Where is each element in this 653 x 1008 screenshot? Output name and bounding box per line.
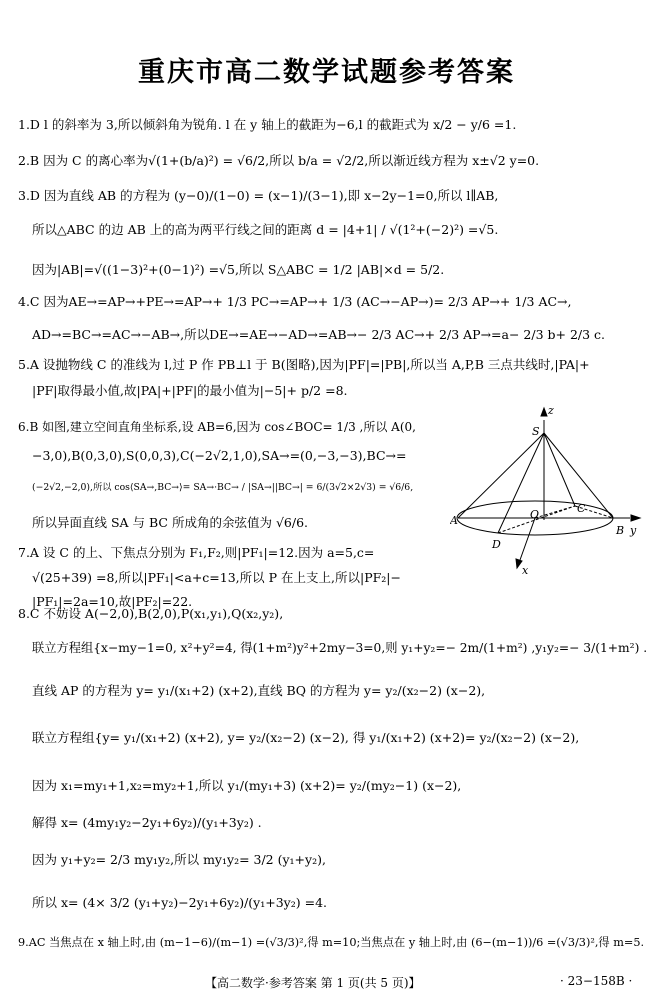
label-d: D [492, 538, 501, 551]
q8-text-2: 联立方程组{x−my−1=0, x²+y²=4, 得(1+m²)y²+2my−3=0,则 y₁+y₂=− 2m/(1+m²) ,y₁y₂=− 3/(1+m²) . [32, 641, 648, 655]
answer-q8-line5 [32, 778, 461, 794]
q3-text-2: 所以△ABC 的边 AB 上的高为两平行线之间的距离 d = |4+1| / √(1²+(−2)²) =√5. [32, 222, 499, 237]
q7-text-3: |PF₁|=2a=10,故|PF₂|=22. [32, 594, 193, 609]
q6-text-3: (−2√2,−2,0),所以 cos⟨SA→,BC→⟩= SA→·BC→ / |SA→||BC→| = 6/(3√2×2√3) = √6/6, [32, 482, 414, 493]
answer-q8-line2 [32, 640, 647, 656]
z-axis-arrow [541, 408, 547, 416]
q8-text-1: 8.C 不妨设 A(−2,0),B(2,0),P(x₁,y₁),Q(x₂,y₂), [18, 606, 284, 621]
answer-q3-line1 [18, 188, 498, 204]
answer-q8-line1 [18, 606, 283, 622]
q8-text-4: 联立方程组{y= y₁/(x₁+2) (x+2), y= y₂/(x₂−2) (x−2), 得 y₁/(x₁+2) (x+2)= y₂/(x₂−2) (x−2), [32, 730, 580, 745]
q4-text-2: AD→=BC→=AC→−AB→,所以DE→=AE→−AD→=AB→− 2/3 AC→+ 2/3 AP→=a− 2/3 b+ 2/3 c. [32, 327, 606, 342]
footer-page-info: 【高二数学·参考答案 第 1 页(共 5 页)】 [205, 976, 421, 990]
answer-q4-line2 [32, 327, 605, 343]
answer-q6-line3 [32, 480, 413, 496]
q7-text-2: √(25+39) =8,所以|PF₁|<a+c=13,所以 P 在上支上,所以|PF₂|− [32, 570, 401, 585]
q6-text-4: 所以异面直线 SA 与 BC 所成角的余弦值为 √6/6. [32, 515, 308, 530]
answer-q6-line2 [32, 448, 406, 464]
q9-text: 9.AC 当焦点在 x 轴上时,由 (m−1−6)/(m−1) =(√3/3)²,得 m=10;当焦点在 y 轴上时,由 (6−(m−1))/6 =(√3/3)²,得 m=5. [18, 936, 645, 949]
segment-sc [544, 433, 575, 506]
q5-text-1: 5.A 设抛物线 C 的准线为 l,过 P 作 PB⊥l 于 B(图略),因为|PF|=|PB|,所以当 A,P,B 三点共线时,|PA|+ [18, 357, 590, 372]
answer-q5-line2 [32, 383, 348, 399]
segment-oc [535, 506, 575, 518]
q8-text-6: 解得 x= (4my₁y₂−2y₁+6y₂)/(y₁+3y₂) . [32, 815, 262, 830]
q8-text-3: 直线 AP 的方程为 y= y₁/(x₁+2) (x+2),直线 BQ 的方程为 y= y₂/(x₂−2) (x−2), [32, 683, 486, 698]
q1-text: 1.D l 的斜率为 3,所以倾斜角为锐角. l 在 y 轴上的截距为−6,l 的截距式为 x/2 − y/6 =1. [18, 117, 517, 132]
answer-q8-line8 [32, 895, 327, 911]
footer-code: · 23−158B · [560, 974, 633, 988]
answer-q8-line4 [32, 730, 579, 746]
q3-text-1: 3.D 因为直线 AB 的方程为 (y−0)/(1−0) = (x−1)/(3−1),即 x−2y−1=0,所以 l∥AB, [18, 188, 499, 203]
q8-text-8: 所以 x= (4× 3/2 (y₁+y₂)−2y₁+6y₂)/(y₁+3y₂) =4. [32, 895, 327, 910]
q7-text-1: 7.A 设 C 的上、下焦点分别为 F₁,F₂,则|PF₁|=12.因为 a=5,c= [18, 545, 375, 560]
answer-q4-line1 [18, 294, 571, 310]
answer-q8-line7 [32, 852, 326, 868]
label-x: x [522, 564, 529, 577]
label-a: A [450, 514, 458, 527]
q5-text-2: |PF|取得最小值,故|PA|+|PF|的最小值为|−5|+ p/2 =8. [32, 383, 348, 398]
label-s: S [532, 425, 540, 438]
answer-q3-line2 [32, 222, 498, 238]
answer-q7-line1 [18, 545, 374, 561]
q3-text-3: 因为|AB|=√((1−3)²+(0−1)²) =√5,所以 S△ABC = 1/2 |AB|×d = 5/2. [32, 262, 445, 277]
q2-text: 2.B 因为 C 的离心率为√(1+(b/a)²) = √6/2,所以 b/a = √2/2,所以渐近线方程为 x±√2 y=0. [18, 153, 540, 168]
q6-text-1: 6.B 如图,建立空间直角坐标系,设 AB=6,因为 cos∠BOC= 1/3 ,所以 A(0, [18, 420, 416, 434]
cone-edge-left [458, 433, 544, 518]
y-axis-arrow [631, 515, 640, 521]
label-y: y [630, 524, 637, 537]
answer-q6-line1 [18, 419, 416, 435]
q6-text-2: −3,0),B(0,3,0),S(0,0,3),C(−2√2,1,0),SA→=(0,−3,−3),BC→= [32, 448, 407, 463]
answer-q1 [18, 117, 516, 133]
page-title: 重庆市高二数学试题参考答案 [138, 57, 515, 88]
answer-q5-line1 [18, 357, 590, 373]
q8-text-5: 因为 x₁=my₁+1,x₂=my₂+1,所以 y₁/(my₁+3) (x+2)= y₂/(my₂−1) (x−2), [32, 778, 462, 793]
label-c: C [577, 502, 586, 515]
label-z: z [548, 404, 554, 417]
cone-figure [450, 400, 650, 580]
label-b: B [616, 524, 625, 537]
answer-q8-line6 [32, 815, 262, 831]
q4-text-1: 4.C 因为AE→=AP→+PE→=AP→+ 1/3 PC→=AP→+ 1/3 (AC→−AP→)= 2/3 AP→+ 1/3 AC→, [18, 294, 572, 309]
label-o: O [530, 508, 540, 521]
answer-q6-line4 [32, 515, 308, 531]
answer-q3-line3 [32, 262, 444, 278]
answer-q2 [18, 153, 539, 169]
answer-q7-line2 [32, 570, 401, 586]
answer-q8-line3 [32, 683, 485, 699]
q8-text-7: 因为 y₁+y₂= 2/3 my₁y₂,所以 my₁y₂= 3/2 (y₁+y₂), [32, 852, 326, 867]
answer-q9 [18, 935, 644, 951]
